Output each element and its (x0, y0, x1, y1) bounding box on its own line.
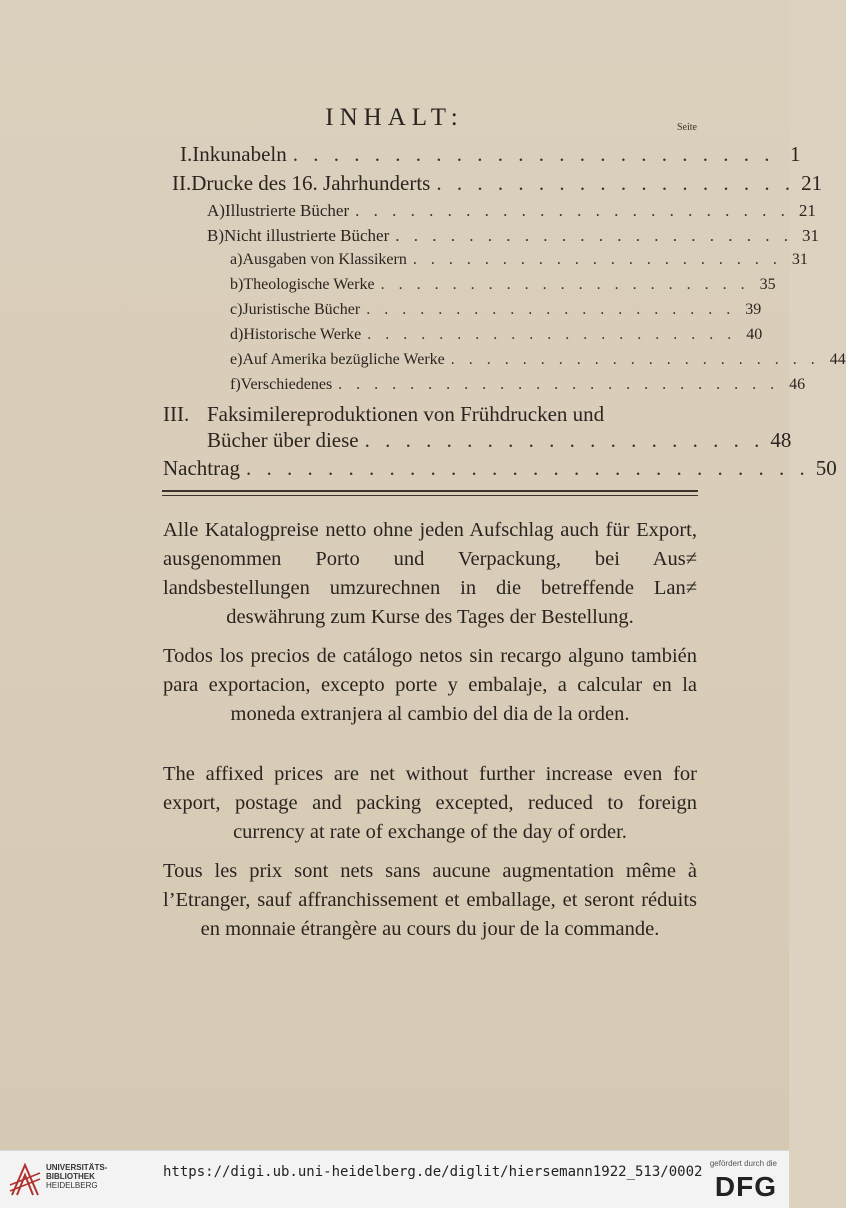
toc-number: B) (207, 226, 224, 245)
toc-label: Faksimilereproduktionen von Frühdrucken und (207, 402, 605, 426)
toc-page: 31 (801, 226, 819, 245)
toc-leader: . . . . . . . . . . . . . . . . . . . . . . (395, 226, 793, 245)
toc-number: b) (230, 276, 244, 293)
toc-leader: . . . . . . . . . . . . . . . . . . . . . (367, 326, 737, 343)
toc-entry-inkunabeln[interactable] (180, 142, 801, 167)
funder-label: gefördert durch die (709, 1159, 777, 1168)
toc-label: Nicht illustrierte Bücher (224, 226, 390, 245)
toc-number: III. (163, 402, 190, 426)
toc-entry-drucke[interactable] (172, 171, 823, 196)
toc-entry-nicht-illustrierte[interactable] (207, 226, 819, 246)
toc-page: 35 (759, 276, 776, 293)
toc-leader: . . . . . . . . . . . . . . . . . . . . . (412, 251, 782, 268)
toc-leader: . . . . . . . . . . . . . . . . . . . . . (450, 351, 820, 368)
university-library-logo-icon (8, 1159, 42, 1199)
toc-leader: . . . . . . . . . . . . . . . . . . . . . . . . (355, 201, 790, 220)
toc-label: Auf Amerika bezügliche Werke (242, 351, 445, 368)
toc-page: 50 (815, 456, 837, 480)
toc-page: 39 (745, 301, 762, 318)
toc-number: II. (172, 171, 192, 195)
toc-leader: . . . . . . . . . . . . . . . . . . . . . . . . . (338, 376, 780, 393)
toc-number: e) (230, 351, 243, 368)
library-name-line2: BIBLIOTHEK (46, 1172, 95, 1181)
double-rule-bottom (162, 495, 698, 496)
viewer-footer (0, 1150, 789, 1208)
toc-entry-faksimile[interactable] (163, 402, 697, 427)
dfg-logo: DFG (714, 1171, 777, 1202)
seite-label: Seite (677, 122, 697, 133)
toc-label: Verschiedenes (240, 376, 333, 393)
notice-french: Tous les prix sont nets sans aucune augmentation même à l’Etranger, sauf affranchissement et emballage, et seront réduits en monnaie étrangère au cours du jour de la commande. (163, 860, 697, 940)
toc-leader: . . . . . . . . . . . . . . . . . . (436, 171, 796, 195)
toc-entry-historische[interactable] (230, 326, 763, 344)
toc-number: d) (230, 326, 244, 343)
toc-entry-illustrierte[interactable] (207, 201, 816, 221)
toc-page: 21 (801, 171, 823, 195)
toc-page: 1 (789, 142, 801, 166)
toc-leader: . . . . . . . . . . . . . . . . . . . . . . . . . . . . (245, 456, 810, 480)
toc-entry-klassiker[interactable] (230, 251, 808, 269)
toc-label: Juristische Bücher (242, 301, 361, 318)
toc-label: Drucke des 16. Jahrhunderts (191, 171, 431, 195)
toc-leader: . . . . . . . . . . . . . . . . . . . . . (366, 301, 736, 318)
toc-entry-verschiedenes[interactable] (230, 376, 806, 394)
toc-page: 21 (798, 201, 816, 220)
toc-number: a) (230, 251, 243, 268)
toc-page: 44 (829, 351, 846, 368)
toc-entry-buecher-ueber-diese[interactable] (207, 428, 792, 453)
toc-entry-theologische[interactable] (230, 276, 776, 294)
toc-leader: . . . . . . . . . . . . . . . . . . . . . (380, 276, 750, 293)
library-name-line3: HEIDELBERG (46, 1181, 98, 1190)
toc-entry-amerika[interactable] (230, 351, 846, 369)
toc-entry-juristische[interactable] (230, 301, 762, 319)
notice-german: Alle Katalogpreise netto ohne jeden Aufschlag auch für Export, ausgenommen Porto und Verpackung, bei Aus≠ landsbestellungen umzurechnen in die betreffende Lan≠ deswährung zum Kurse des Tages der Bestellung. (163, 519, 697, 628)
toc-page: 40 (746, 326, 763, 343)
toc-label: Theologische Werke (243, 276, 375, 293)
toc-label: Illustrierte Bücher (224, 201, 350, 220)
page-title: INHALT: (325, 104, 464, 131)
document-url-link[interactable]: https://digi.ub.uni-heidelberg.de/diglit/hiersemann1922_513/0002 (163, 1164, 703, 1180)
notice-english: The affixed prices are net without further increase even for export, postage and packing excepted, reduced to foreign currency at rate of exchange of the day of order. (163, 763, 697, 843)
toc-leader: . . . . . . . . . . . . . . . . . . . . . . . . (292, 142, 775, 166)
toc-label: Ausgaben von Klassikern (242, 251, 407, 268)
toc-page: 31 (791, 251, 808, 268)
toc-label: Historische Werke (243, 326, 362, 343)
double-rule-top (162, 490, 698, 492)
library-name-line1: UNIVERSITÄTS- (46, 1163, 108, 1172)
toc-leader: . . . . . . . . . . . . . . . . . . . . (364, 428, 765, 452)
toc-page: 48 (770, 428, 792, 452)
notice-spanish: Todos los precios de catálogo netos sin recargo alguno también para exportacion, excepto porte y embalaje, a calcular en la moneda extranjera al cambio del dia de la orden. (163, 645, 697, 725)
toc-page: 46 (789, 376, 806, 393)
toc-number: f) (230, 376, 241, 393)
toc-number: c) (230, 301, 243, 318)
library-name (46, 1163, 107, 1190)
toc-entry-nachtrag[interactable] (163, 456, 837, 481)
toc-number: I. (180, 142, 193, 166)
toc-number: A) (207, 201, 225, 220)
toc-label: Bücher über diese (207, 428, 359, 452)
toc-label: Nachtrag (163, 456, 240, 480)
toc-label: Inkunabeln (192, 142, 287, 166)
